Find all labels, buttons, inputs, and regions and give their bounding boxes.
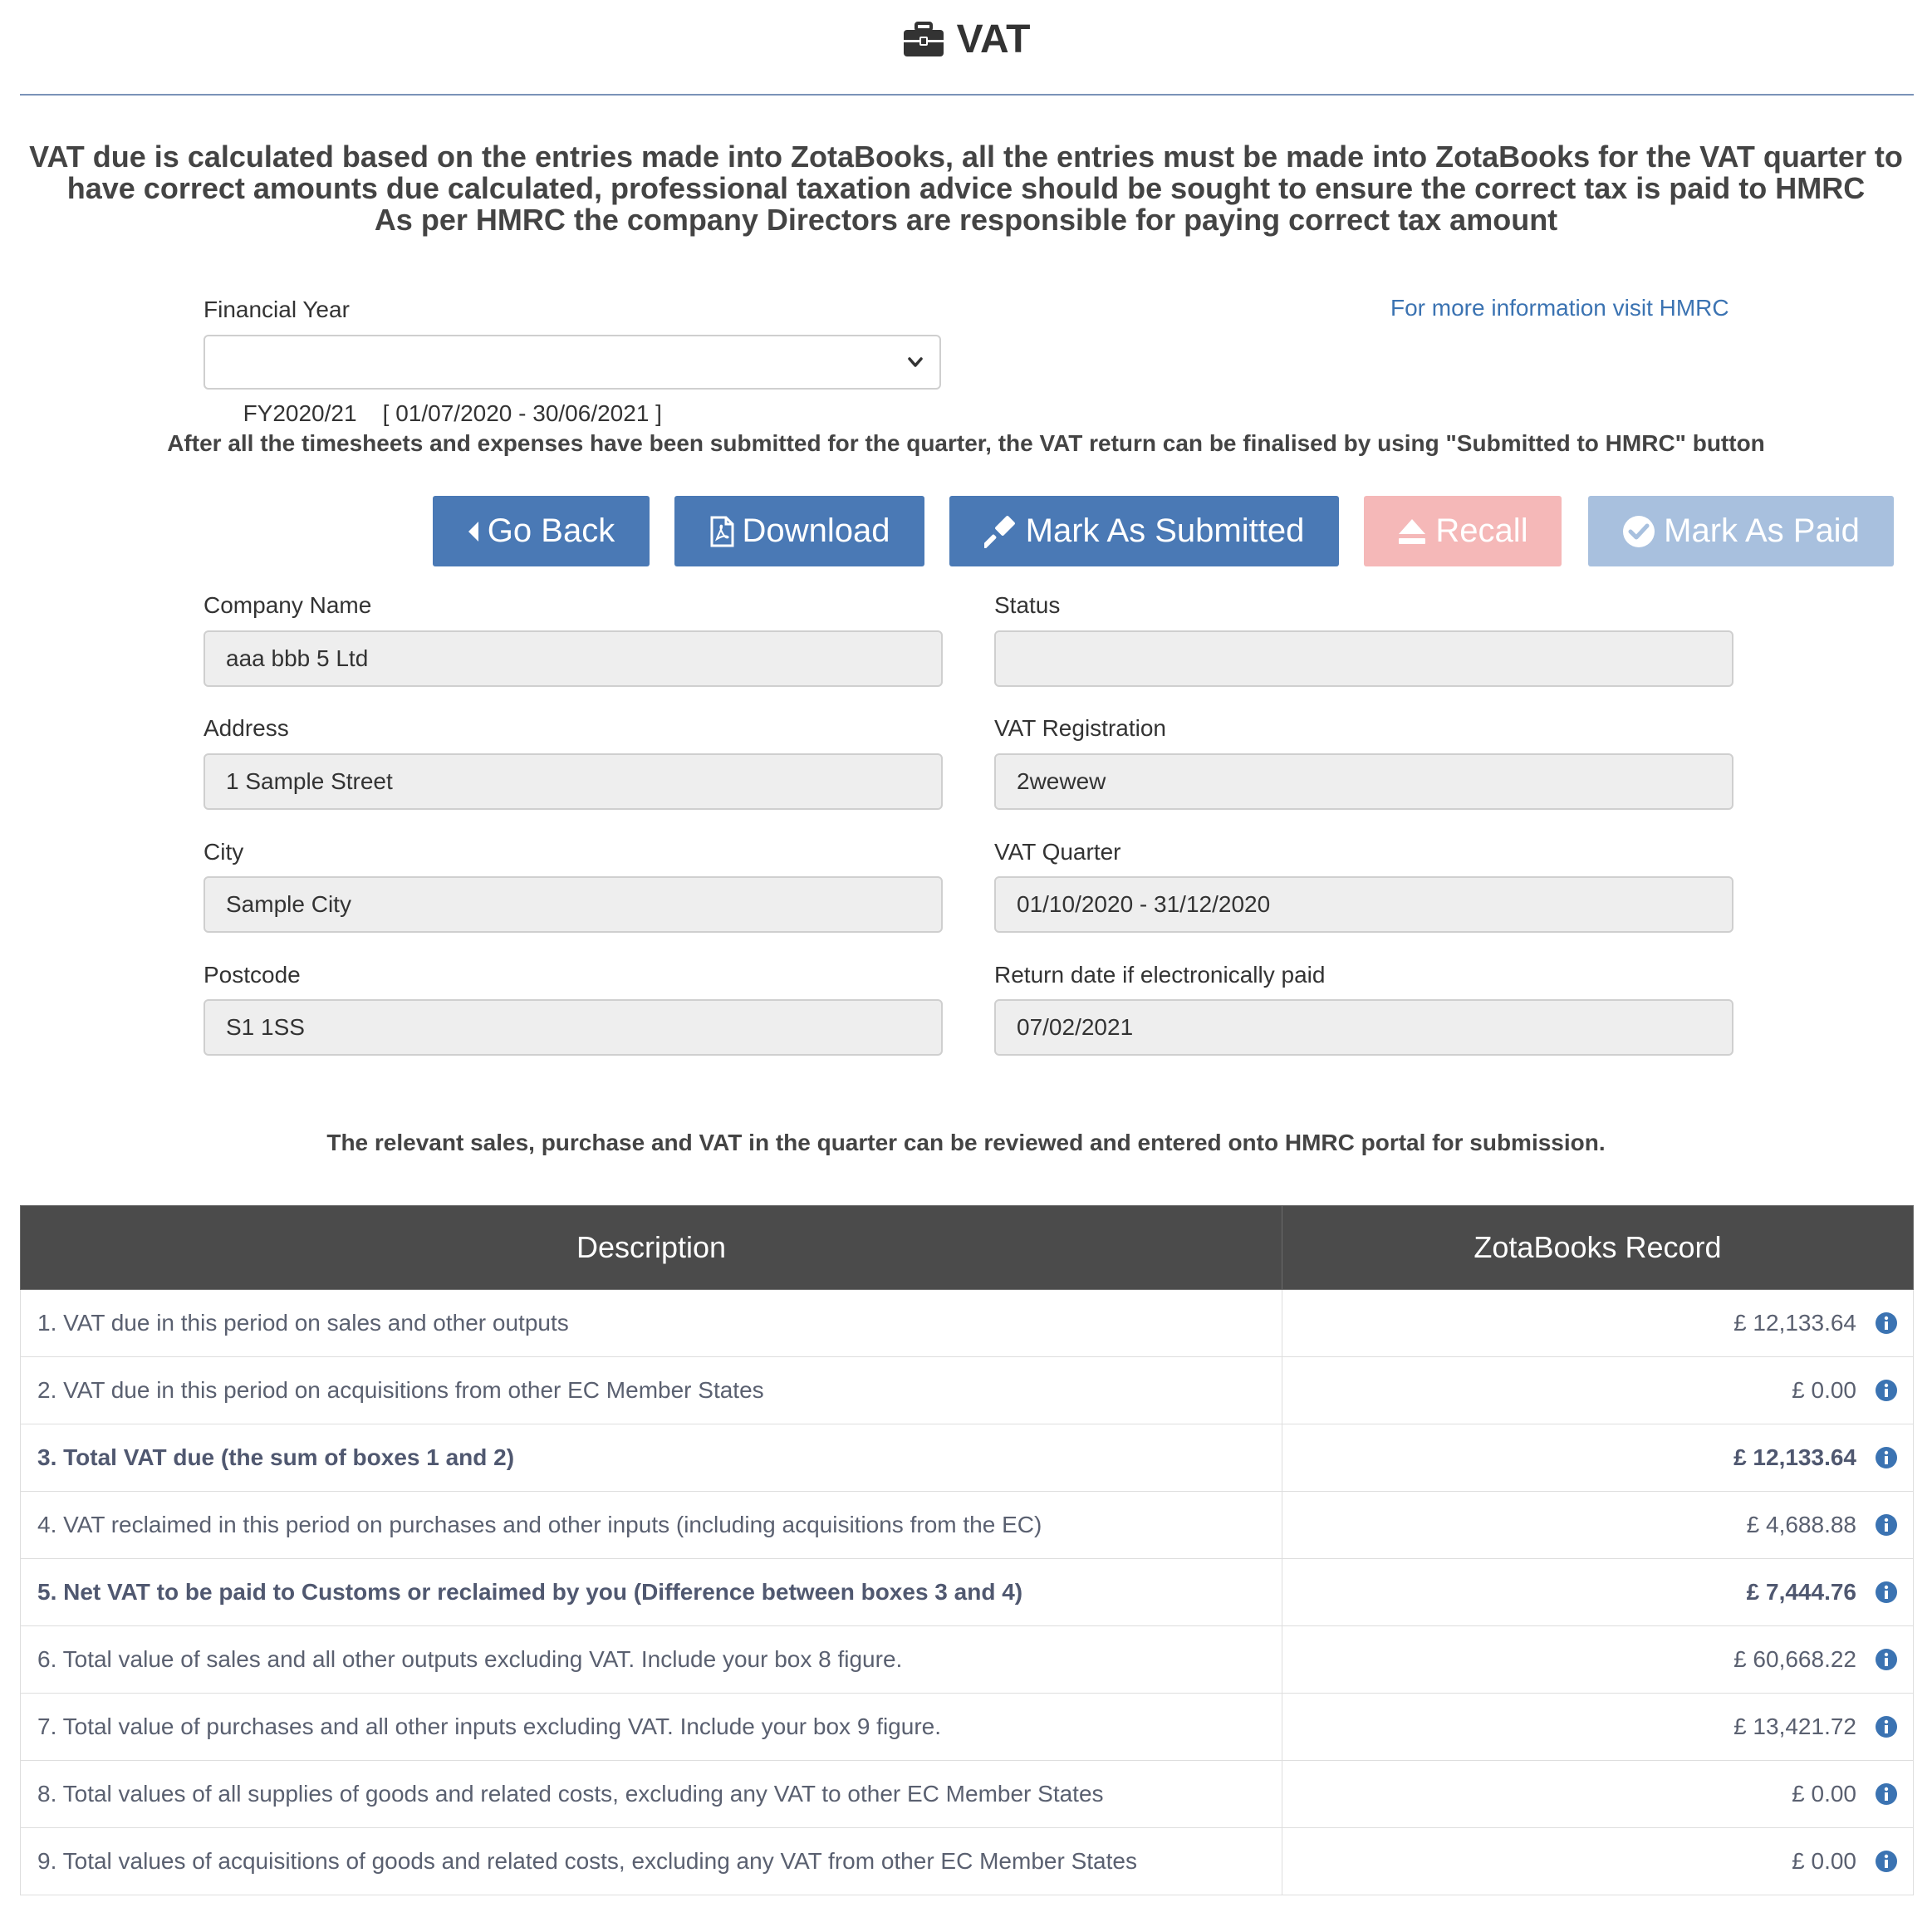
page-title — [0, 17, 1932, 62]
vat-registration-field: 2wewew — [994, 753, 1733, 810]
row-value-cell — [1282, 1424, 1914, 1492]
page-title-text: VAT — [956, 17, 1031, 61]
postcode-label: Postcode — [203, 962, 301, 988]
table-row — [21, 1492, 1914, 1559]
status-field — [994, 630, 1733, 687]
company-name-label: Company Name — [203, 592, 372, 618]
caret-left-icon — [468, 521, 479, 542]
info-icon[interactable] — [1875, 1715, 1898, 1738]
postcode-field: S1 1SS — [203, 999, 943, 1056]
row-description: 4. VAT reclaimed in this period on purchases and other inputs (including acquisitions from the EC) — [21, 1492, 1282, 1559]
status-label: Status — [994, 592, 1061, 618]
vat-notice — [0, 141, 1932, 236]
chevron-down-icon — [905, 351, 926, 373]
table-row — [21, 1828, 1914, 1895]
address-field: 1 Sample Street — [203, 753, 943, 810]
row-value-cell — [1282, 1492, 1914, 1559]
description-column-header: Description — [21, 1206, 1282, 1290]
eject-icon — [1397, 517, 1427, 546]
table-row — [21, 1424, 1914, 1492]
return-date-label: Return date if electronically paid — [994, 962, 1326, 988]
row-description: 2. VAT due in this period on acquisitions from other EC Member States — [21, 1357, 1282, 1424]
mark-as-paid-button[interactable] — [1588, 496, 1894, 566]
row-value-cell — [1282, 1626, 1914, 1694]
table-row — [21, 1761, 1914, 1828]
table-header-row — [21, 1206, 1914, 1290]
info-icon[interactable] — [1875, 1379, 1898, 1402]
mark-as-paid-label: Mark As Paid — [1664, 512, 1860, 549]
row-value-cell — [1282, 1357, 1914, 1424]
row-value: £ 0.00 — [1792, 1377, 1856, 1403]
mark-as-submitted-label: Mark As Submitted — [1025, 512, 1305, 549]
briefcase-icon — [902, 22, 945, 58]
notice-line-1: VAT due is calculated based on the entries made into ZotaBooks, all the entries must be made into ZotaBooks for the VAT quarter to — [29, 140, 1903, 174]
vat-registration-label: VAT Registration — [994, 715, 1166, 741]
row-description: 7. Total value of purchases and all other inputs excluding VAT. Include your box 9 figure. — [21, 1694, 1282, 1761]
row-description: 3. Total VAT due (the sum of boxes 1 and 2) — [21, 1424, 1282, 1492]
table-row — [21, 1357, 1914, 1424]
table-row — [21, 1694, 1914, 1761]
notice-line-3: As per HMRC the company Directors are responsible for paying correct tax amount — [374, 203, 1558, 237]
recall-label: Recall — [1435, 512, 1528, 549]
vat-quarter-label: VAT Quarter — [994, 839, 1121, 865]
hmrc-info-link[interactable]: For more information visit HMRC — [1390, 295, 1729, 321]
gavel-icon — [984, 515, 1017, 548]
row-value: £ 0.00 — [1792, 1848, 1856, 1874]
company-name-field: aaa bbb 5 Ltd — [203, 630, 943, 687]
row-description: 1. VAT due in this period on sales and other outputs — [21, 1290, 1282, 1357]
mark-as-submitted-button[interactable] — [949, 496, 1339, 566]
header-divider — [20, 94, 1914, 96]
row-value: £ 12,133.64 — [1733, 1310, 1856, 1336]
row-description: 9. Total values of acquisitions of goods and related costs, excluding any VAT from other EC Member States — [21, 1828, 1282, 1895]
city-field: Sample City — [203, 876, 943, 933]
info-icon[interactable] — [1875, 1581, 1898, 1604]
financial-year-label: Financial Year — [203, 297, 350, 322]
row-value: £ 13,421.72 — [1733, 1714, 1856, 1739]
return-date-field: 07/02/2021 — [994, 999, 1733, 1056]
download-button[interactable] — [674, 496, 924, 566]
row-value-cell — [1282, 1694, 1914, 1761]
row-value: £ 7,444.76 — [1746, 1579, 1856, 1605]
table-row — [21, 1290, 1914, 1357]
info-icon[interactable] — [1875, 1312, 1898, 1335]
info-icon[interactable] — [1875, 1648, 1898, 1671]
table-row — [21, 1559, 1914, 1626]
info-icon[interactable] — [1875, 1513, 1898, 1537]
row-value-cell — [1282, 1290, 1914, 1357]
vat-table — [20, 1205, 1914, 1895]
go-back-button[interactable] — [433, 496, 650, 566]
row-value-cell — [1282, 1761, 1914, 1828]
recall-button[interactable] — [1364, 496, 1562, 566]
row-value: £ 4,688.88 — [1746, 1512, 1856, 1537]
notice-line-2: have correct amounts due calculated, professional taxation advice should be sought to ensure the correct tax is paid to HMRC — [66, 171, 1866, 205]
address-label: Address — [203, 715, 289, 741]
financial-year-value: FY2020/21 [ 01/07/2020 - 30/06/2021 ] — [243, 400, 662, 426]
row-value: £ 0.00 — [1792, 1781, 1856, 1807]
record-column-header: ZotaBooks Record — [1282, 1206, 1914, 1290]
row-value: £ 12,133.64 — [1733, 1444, 1856, 1470]
info-icon[interactable] — [1875, 1782, 1898, 1806]
review-hint: The relevant sales, purchase and VAT in the quarter can be reviewed and entered onto HMRC portal for submission. — [326, 1130, 1606, 1155]
table-row — [21, 1626, 1914, 1694]
row-description: 8. Total values of all supplies of goods and related costs, excluding any VAT to other EC Member States — [21, 1761, 1282, 1828]
row-value-cell — [1282, 1828, 1914, 1895]
vat-quarter-field: 01/10/2020 - 31/12/2020 — [994, 876, 1733, 933]
file-pdf-icon — [709, 516, 734, 547]
download-label: Download — [742, 512, 890, 549]
row-description: 5. Net VAT to be paid to Customs or reclaimed by you (Difference between boxes 3 and 4) — [21, 1559, 1282, 1626]
financial-year-select[interactable] — [203, 335, 941, 426]
finalise-hint: After all the timesheets and expenses have been submitted for the quarter, the VAT return can be finalised by using "Submitted to HMRC" button — [167, 430, 1765, 456]
row-value: £ 60,668.22 — [1733, 1646, 1856, 1672]
go-back-label: Go Back — [487, 512, 615, 549]
info-icon[interactable] — [1875, 1850, 1898, 1873]
check-circle-icon — [1622, 515, 1655, 548]
row-description: 6. Total value of sales and all other outputs excluding VAT. Include your box 8 figure. — [21, 1626, 1282, 1694]
city-label: City — [203, 839, 244, 865]
row-value-cell — [1282, 1559, 1914, 1626]
info-icon[interactable] — [1875, 1446, 1898, 1469]
